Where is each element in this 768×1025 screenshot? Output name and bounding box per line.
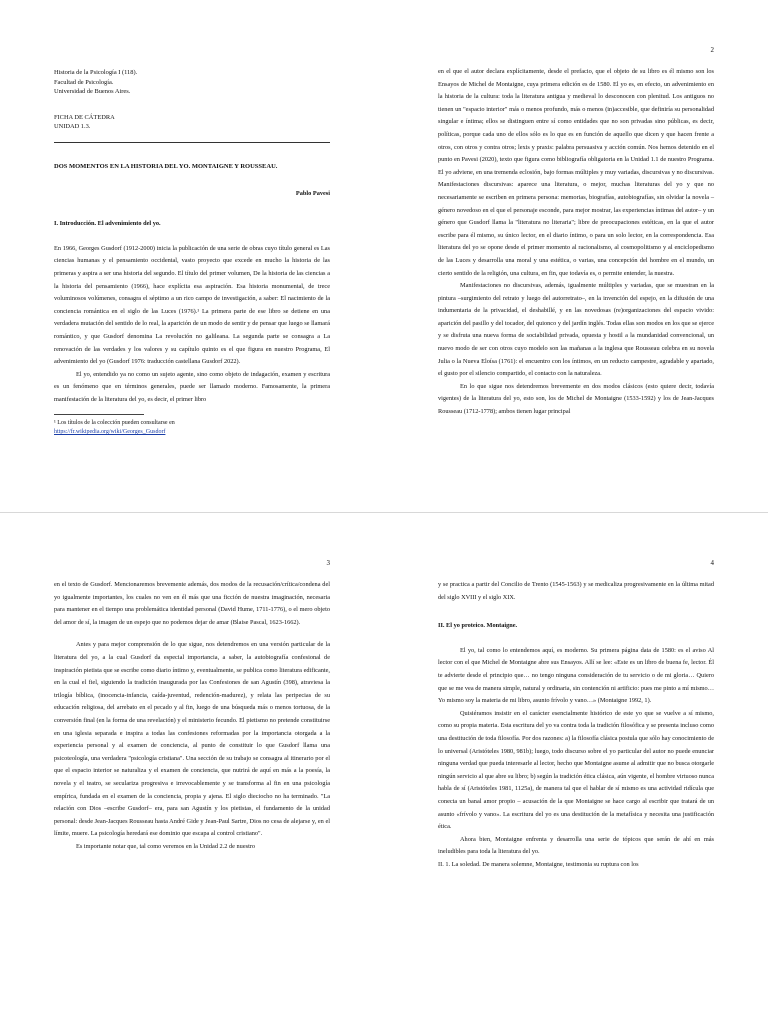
page-1 bbox=[0, 0, 385, 512]
section-heading: II. El yo proteico. Montaigne. bbox=[438, 622, 518, 630]
document-title: DOS MOMENTOS EN LA HISTORIA DEL YO. MONTAIGNE Y ROUSSEAU. bbox=[54, 162, 278, 170]
body-paragraph: y se practica a partir del Concilio de Trento (1545-1563) y se medicaliza progresivamente en la última mitad del siglo XVIII y el siglo XIX. bbox=[438, 581, 714, 601]
header-line: Historia de la Psicología I (118). bbox=[54, 69, 138, 76]
section-heading: I. Introducción. El advenimiento del yo. bbox=[54, 220, 161, 228]
page-number: 2 bbox=[710, 46, 714, 54]
page-2-body bbox=[438, 66, 714, 419]
ficha-line: FICHA DE CÁTEDRA bbox=[54, 113, 115, 121]
page-4 bbox=[384, 512, 768, 1025]
body-paragraph: Manifestaciones no discursivas, además, igualmente múltiples y variadas, que se muestran en la pintura –surgimiento del retrato y luego del autorretrato–, en la invención del espejo, en la difusión de una indumentaria de la privacidad, el deshabillé, y en las novedosas (re)organizaciones del espacio vivido: aparición del pasillo y del tocador, del quionco y del jardín inglés. Todas ellas son modos en los que se ejerce y se disfruta una nueva forma de sociabilidad privada, opuesta y hostil a la mundanidad convencional, un nuevo modo de ser con otros cuyo modelo son las mañanas a la inglesa que Rousseau celebra en su novela Julia o la Nueva Eloísa (1761): el encuentro con los íntimos, en un reducto campestre, agradable y apartado, el gusto por el silencio compartido, el contacto con la naturaleza. bbox=[438, 282, 714, 378]
body-paragraph: El yo, tal como lo entendemos aquí, es moderno. Su primera página data de 1580: es el aviso Al lector con el que Michel de Montaigne abre sus Ensayos. Allí se lee: «Este es un libro de buena fe, lector. Él te advierte desde el principio que… no tengo ninguna consideración de tu servicio o de mi gloria… Quiero que se me vea de manera simple, natural y ordinaria, sin contención ni artificio: pues me pinto a mí mismo… Yo mismo soy la materia de mi libro, asunto frívolo y vano…» (Montaigne 1992, 1). bbox=[438, 646, 714, 705]
body-paragraph: El yo, entendido ya no como un sujeto agente, sino como objeto de indagación, examen y escritura es un fenómeno que en términos generales, puede ser llamado moderno. Famosamente, la primera manifestación de la literatura del yo, es decir, el primer libro bbox=[54, 370, 330, 403]
page-3 bbox=[0, 512, 385, 1025]
body-paragraph: Ahora bien, Montaigne enfrenta y desarrolla una serie de tópicos que serán de ahí en más ineludibles para toda la literatura del yo. bbox=[438, 835, 714, 856]
course-header bbox=[54, 68, 330, 132]
header-line: Universidad de Buenos Aires. bbox=[54, 88, 131, 96]
footnote bbox=[54, 419, 330, 437]
author-name: Pablo Pavesi bbox=[295, 189, 330, 197]
footnote-link[interactable]: https://fr.wikipedia.org/wiki/Georges_Gusdorf bbox=[54, 429, 166, 436]
body-paragraph: en el que el autor declara explícitamente, desde el prefacio, que el objeto de su libro es él mismo son los Ensayos de Michel de Montaigne, cuya primera edición es de 1580. El yo es, en efecto, un advenimiento en la historia de la cultura: toda la literatura antigua y medieval lo desconocen con plenitud. Los antiguos no tienen un "espacio interior" más o menos profundo, más o menos (in)accesible, que definiría su personalidad singular e íntima; ellos se distinguen entre sí como entidades que no son privadas sino públicas, es decir, políticas, porque cada uno de ellos sólo es lo que es en función de aquello que dicen y que hacen frente a otros, con otros y contra otros; lexis y praxis: palabra persuasiva y acción común. Nos hemos detenido en el punto en Pavesi (2020), texto que figura como bibliografía obligatoria en la Unidad 1.1 de nuestro Programa. El yo adviene, en una tremenda eclosión, bajo formas múltiples y muy variadas, discursivas y no discursivas. Manifestaciones discursivas: aparece una literatura, o mejor, muchas literaturas del yo y que no necesariamente se escriben en primera persona: memorias, biografías, autobiografías, sin olvidar la novela –género novedoso en el que el personaje esconde, para mejor mostrar, las experiencias íntimas del autor– y un género que Gusdorf llama la "literatura no literaria"; libre de preocupaciones estéticas, en la que el autor escribe para él mismo, su único lector, en el diario íntimo, o para un solo lector, en la correspondencia. Esa literatura del yo se opone desde el primer momento al racionalismo, al cosmopolitismo y al enciclopedismo de las Luces y desarrolla una moral y una estética, o varias, una concepción del hombre en el mundo, un cierto sentido de la religión, una cultura, en fin, que todavía es, o permite entender, la nuestra. bbox=[438, 68, 714, 277]
body-paragraph: En lo que sigue nos detendremos brevemente en dos modos clásicos (esto quiere decir, todavía vigentes) de la literatura del yo, esto son, los de Michel de Montaigne (1533-1592) y los de Jean-Jacques Rousseau (1712-1778); ambos tienen lugar principal bbox=[438, 382, 714, 416]
page-number: 3 bbox=[326, 559, 330, 567]
body-paragraph: Es importante notar que, tal como veremos en la Unidad 2.2 de nuestro bbox=[76, 842, 256, 850]
page-2 bbox=[384, 0, 768, 512]
page-1-body bbox=[54, 68, 330, 437]
page-4-body bbox=[438, 579, 714, 871]
footnote-divider bbox=[54, 414, 144, 415]
ficha-line: UNIDAD 1.3. bbox=[54, 123, 91, 131]
header-divider bbox=[54, 142, 330, 143]
page-number: 4 bbox=[710, 559, 714, 567]
page-3-body bbox=[54, 579, 330, 853]
footnote-text: ¹ Los títulos de la colección pueden consultarse en bbox=[54, 420, 175, 427]
header-line: Facultad de Psicología. bbox=[54, 78, 114, 86]
body-paragraph: II. 1. La soledad. De manera solemne, Montaigne, testimonia su ruptura con los bbox=[438, 860, 639, 868]
body-paragraph: En 1966, Georges Gusdorf (1912-2000) inicia la publicación de una serie de obras cuyo título general es Las ciencias humanas y el pensamiento occidental, vasto proyecto que excede en mucho la historia de las primeras y aspira a ser una historia del segundo. El título del primer volumen, De la historia de las ciencias a la historia del pensamiento (1966), hace explícita esa aspiración. Esa historia monumental, de trece voluminosos volúmenes, consagra el séptimo a un rico campo de investigación, a saber: El nacimiento de la conciencia romántica en el siglo de las Luces (1976).¹ La primera parte de ese libro se detiene en una verdadera mutación del sentido de lo real, la aparición de un modo de sentir y de pensar que luego se llamará romántico, y que Gusdorf denomina La revolución no galileana. La segunda parte se consagra a La renovación de las verdades y los valores y su capítulo quinto es el que figura en nuestro Programa, El advenimiento del yo (Gusdorf 1976: traducción castellana Gusdorf 2022). bbox=[54, 244, 330, 366]
body-paragraph: Antes y para mejor comprensión de lo que sigue, nos detendremos en una versión particular de la literatura del yo, a la cual Gusdorf da especial importancia, a saber, la autobiografía confesional de inspiración pietista que se escribe como diario íntimo y, eventualmente, se publica como literatura edificante, en la cual el fiel, siguiendo la tradición inaugurada por las Confesiones de san Agustín (398), atraviesa la trilogía bíblica, (inocencia-infancia, caída-juventud, redención-madurez), y relata las peripecias de su educación religiosa, del arrebato en el pecado y al fin, luego de una búsqueda más o menos tortuosa, de la conversión final (en la forma de una revelación) y el ministerio fecundo. El pietismo no pretende constituirse en una iglesia separada e inspira a todas las confesiones reformadas por la importancia otorgada a la experiencia personal y al examen de conciencia, al punto de constituir lo que Gusdorf llama una psicoteología, una verdadera "psicología cristiana". Una sección de su trabajo se consagra al itinerario por el que el espacio interior se naturaliza y el examen de conciencia, que nutrirá de aquí en más a la poesía, la novela y el teatro, se seculariza progresiva e irrevocablemente y se transforma al fin en una psicología empírica, fundada en el examen de la conciencia, propia y ajena. El siglo dieciocho no ha terminado. "La relación con Dios –escribe Gusdorf– era, para san Agustín y los pietistas, el fundamento de la unidad personal: desde Jean-Jacques Rousseau hasta André Gide y Jean-Paul Sartre, Dios no cesa de alejarse y, en el límite, muere. La psicología heredará ese dominio que escapa al control cristiano". bbox=[54, 641, 330, 838]
body-paragraph: Quisiéramos insistir en el carácter esencialmente histórico de este yo que se vuelve a sí mismo, como su propia materia. Esta escritura del yo va contra toda la tradición filosófica y se presenta incluso como una destitución de toda filosofía. Por dos razones: a) la filosofía clásica postula que sólo hay conocimiento de lo universal (Aristóteles 1980, 981b); luego, todo discurso sobre el yo particular del autor no puede enunciar ninguna verdad que pueda interesarle al lector, hecho que Montaigne asume al admitir que no busca otorgarle ningún servicio al que abre su libro; b) según la tradición ética clásica, aún vigente, el hombre virtuoso nunca habla de sí (Aristóteles 1981, 1125a), de manera tal que el hablar de sí mismo es una actividad ridícula que conecta un banal amor propio – acusación de la que Montaigne se hace cargo al escribir que tratará de un asunto «frívolo y vano». La escritura del yo es una destitución de la metafísica y necesita una justificación ética. bbox=[438, 709, 714, 831]
body-paragraph: en el texto de Gusdorf. Mencionaremos brevemente además, dos modos de la recusación/crítica/condena del yo igualmente importantes, los cuales no ven en él más que una ficción de nuestra imaginación, necesaria para mantener en el tiempo una problemática identidad personal (David Hume, 1711-1776), o el mero objeto del amor de sí, la imagen de un espejo que no podemos dejar de amar (Blaise Pascal, 1623-1662). bbox=[54, 581, 330, 626]
